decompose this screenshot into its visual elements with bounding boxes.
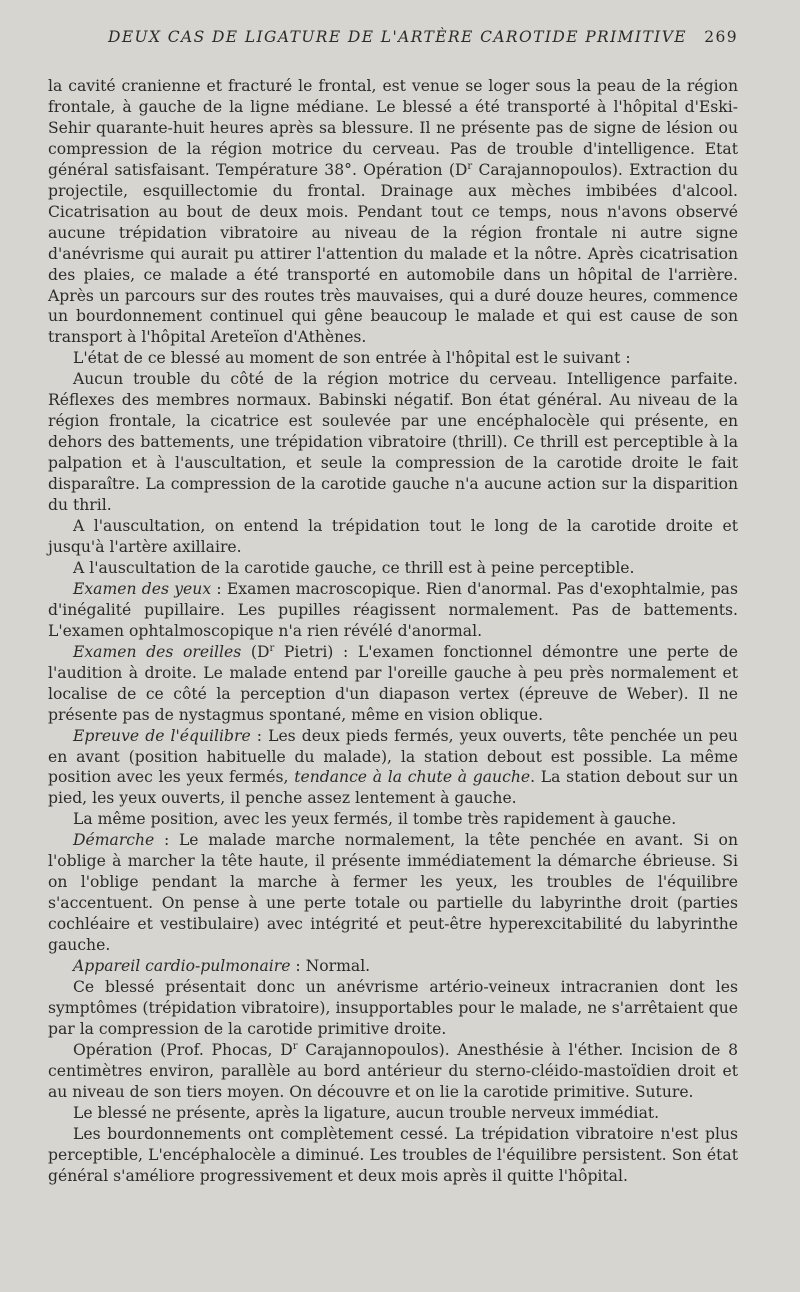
paragraph bbox=[48, 369, 738, 516]
page-header bbox=[48, 28, 738, 52]
paragraph bbox=[48, 558, 738, 579]
text-run: : Le malade marche normalement, la tête penchée en avant. Si on l'oblige à marcher la tête haute, il présente immédiatement la démarche ébrieuse. Si on l'oblige pendant la marche à fermer les yeux, les troubles de l'équilibre s'accentuent. On pense à une perte totale ou partielle du labyrinthe droit (parties cochléaire et vestibulaire) avec intégrité et peut-être hyperexcitabilité du labyrinthe gauche. bbox=[48, 831, 738, 955]
superscript: r bbox=[269, 642, 275, 654]
text-run: A l'auscultation de la carotide gauche, ce thrill est à peine perceptible. bbox=[73, 558, 635, 577]
italic-text: Examen des yeux bbox=[73, 579, 212, 598]
text-run: Les bourdonnements ont complètement cessé. La trépidation vibratoire n'est plus perceptible, L'encéphalocèle a diminué. Les troubles de l'équilibre persistent. Son état général s'améliore progressivement et deux mois après il quitte l'hôpital. bbox=[48, 1124, 738, 1185]
superscript: r bbox=[292, 1040, 298, 1052]
paragraph bbox=[48, 956, 738, 977]
text-run: Opération (Prof. Phocas, D bbox=[73, 1040, 293, 1059]
paragraph bbox=[48, 76, 738, 348]
text-run: : Examen macroscopique. Rien d'anormal. Pas d'exophtalmie, pas d'inégalité pupillaire. Les pupilles réagissent normalement. Pas de battements. L'examen ophtalmoscopique n'a rien révélé d'anormal. bbox=[48, 579, 738, 640]
page-number: 269 bbox=[704, 28, 738, 46]
text-run: : Normal. bbox=[290, 957, 371, 976]
paragraph bbox=[48, 348, 738, 369]
paragraph bbox=[48, 726, 738, 810]
text-run: la cavité cranienne et fracturé le frontal, est venue se loger sous la peau de la région frontale, à gauche de la ligne médiane. Le blessé a été transporté à l'hôpital d'Eski-Sehir quarante-huit heures après sa blessure. Il ne présente pas de signe de lésion ou compression de la région motrice du cerveau. Pas de trouble d'intelligence. Etat général satisfaisant. Température 38°. Opération (D bbox=[48, 77, 738, 179]
italic-text: Démarche bbox=[73, 831, 155, 850]
text-run: Ce blessé présentait donc un anévrisme artério-veineux intracranien dont les symptômes (trépidation vibratoire), insupportables pour le malade, ne s'arrêtaient que par la compression de la carotide primitive droite. bbox=[48, 977, 738, 1038]
text-run: A l'auscultation, on entend la trépidation tout le long de la carotide droite et jusqu'à l'artère axillaire. bbox=[48, 517, 738, 556]
italic-text: Examen des oreilles bbox=[73, 642, 242, 661]
text-run: Carajannopoulos). Anesthésie à l'éther. Incision de 8 centimètres environ, parallèle au bord antérieur du sterno-cléido-mastoïdien droit et au niveau de son tiers moyen. On découvre et on lie la carotide primitive. Suture. bbox=[48, 1040, 738, 1101]
text-run: Le blessé ne présente, après la ligature, aucun trouble nerveux immédiat. bbox=[73, 1103, 660, 1122]
paragraph bbox=[48, 516, 738, 558]
paragraph bbox=[48, 830, 738, 956]
superscript: r bbox=[467, 160, 473, 172]
paragraph bbox=[48, 642, 738, 726]
text-run: Pietri) : L'examen fonctionnel démontre une perte de l'audition à droite. Le malade entend par l'oreille gauche à peu près normalement et localise de ce côté la perception d'un diapason vertex (épreuve de Weber). Il ne présente pas de nystagmus spontané, même en vision oblique. bbox=[48, 642, 738, 724]
paragraph bbox=[48, 1040, 738, 1103]
italic-text: Epreuve de l'équilibre bbox=[73, 726, 251, 745]
paragraph bbox=[48, 809, 738, 830]
text-run: : Les deux pieds fermés, yeux ouverts, tête penchée un peu en avant (position habituelle du malade), la station debout est possible. La même position avec les yeux fermés, bbox=[48, 726, 738, 787]
text-run: Aucun trouble du côté de la région motrice du cerveau. Intelligence parfaite. Réflexes des membres normaux. Babinski négatif. Bon état général. Au niveau de la région frontale, la cicatrice est soulevée par une encéphalocèle qui présente, en dehors des battements, une trépidation vibratoire (thrill). Ce thrill est perceptible à la palpation et à l'auscultation, et seule la compression de la carotide droite le fait disparaître. La compression de la carotide gauche n'a aucune action sur la disparition du thril. bbox=[48, 370, 738, 515]
paragraph bbox=[48, 1103, 738, 1124]
paragraph bbox=[48, 579, 738, 642]
text-run: La même position, avec les yeux fermés, il tombe très rapidement à gauche. bbox=[73, 810, 677, 829]
text-run: (D bbox=[241, 642, 270, 661]
text-run: . La station debout sur un pied, les yeux ouverts, il penche assez lentement à gauche. bbox=[48, 768, 739, 808]
italic-text: Appareil cardio-pulmonaire bbox=[73, 957, 291, 976]
paragraph bbox=[48, 1124, 738, 1187]
running-title: DEUX CAS DE LIGATURE DE L'ARTÈRE CAROTIDE PRIMITIVE bbox=[108, 28, 688, 46]
italic-text: tendance à la chute à gauche bbox=[294, 768, 531, 787]
body-text bbox=[48, 76, 738, 1187]
paragraph bbox=[48, 977, 738, 1040]
text-run: Carajannopoulos). Extraction du projectile, esquillectomie du frontal. Drainage aux mèches imbibées d'alcool. Cicatrisation au bout de deux mois. Pendant tout ce temps, nous n'avons observé aucune trépidation vibratoire au niveau de la région frontale ni autre signe d'anévrisme qui aurait pu attirer l'attention du malade et la nôtre. Après cicatrisation des plaies, ce malade a été transporté en automobile dans un hôpital de l'arrière. Après un parcours sur des routes très mauvaises, qui a duré douze heures, commence un bourdonnement continuel qui gêne beaucoup le malade et qui est cause de son transport à l'hôpital Areteïon d'Athènes. bbox=[48, 160, 739, 347]
text-run: L'état de ce blessé au moment de son entrée à l'hôpital est le suivant : bbox=[73, 349, 631, 368]
